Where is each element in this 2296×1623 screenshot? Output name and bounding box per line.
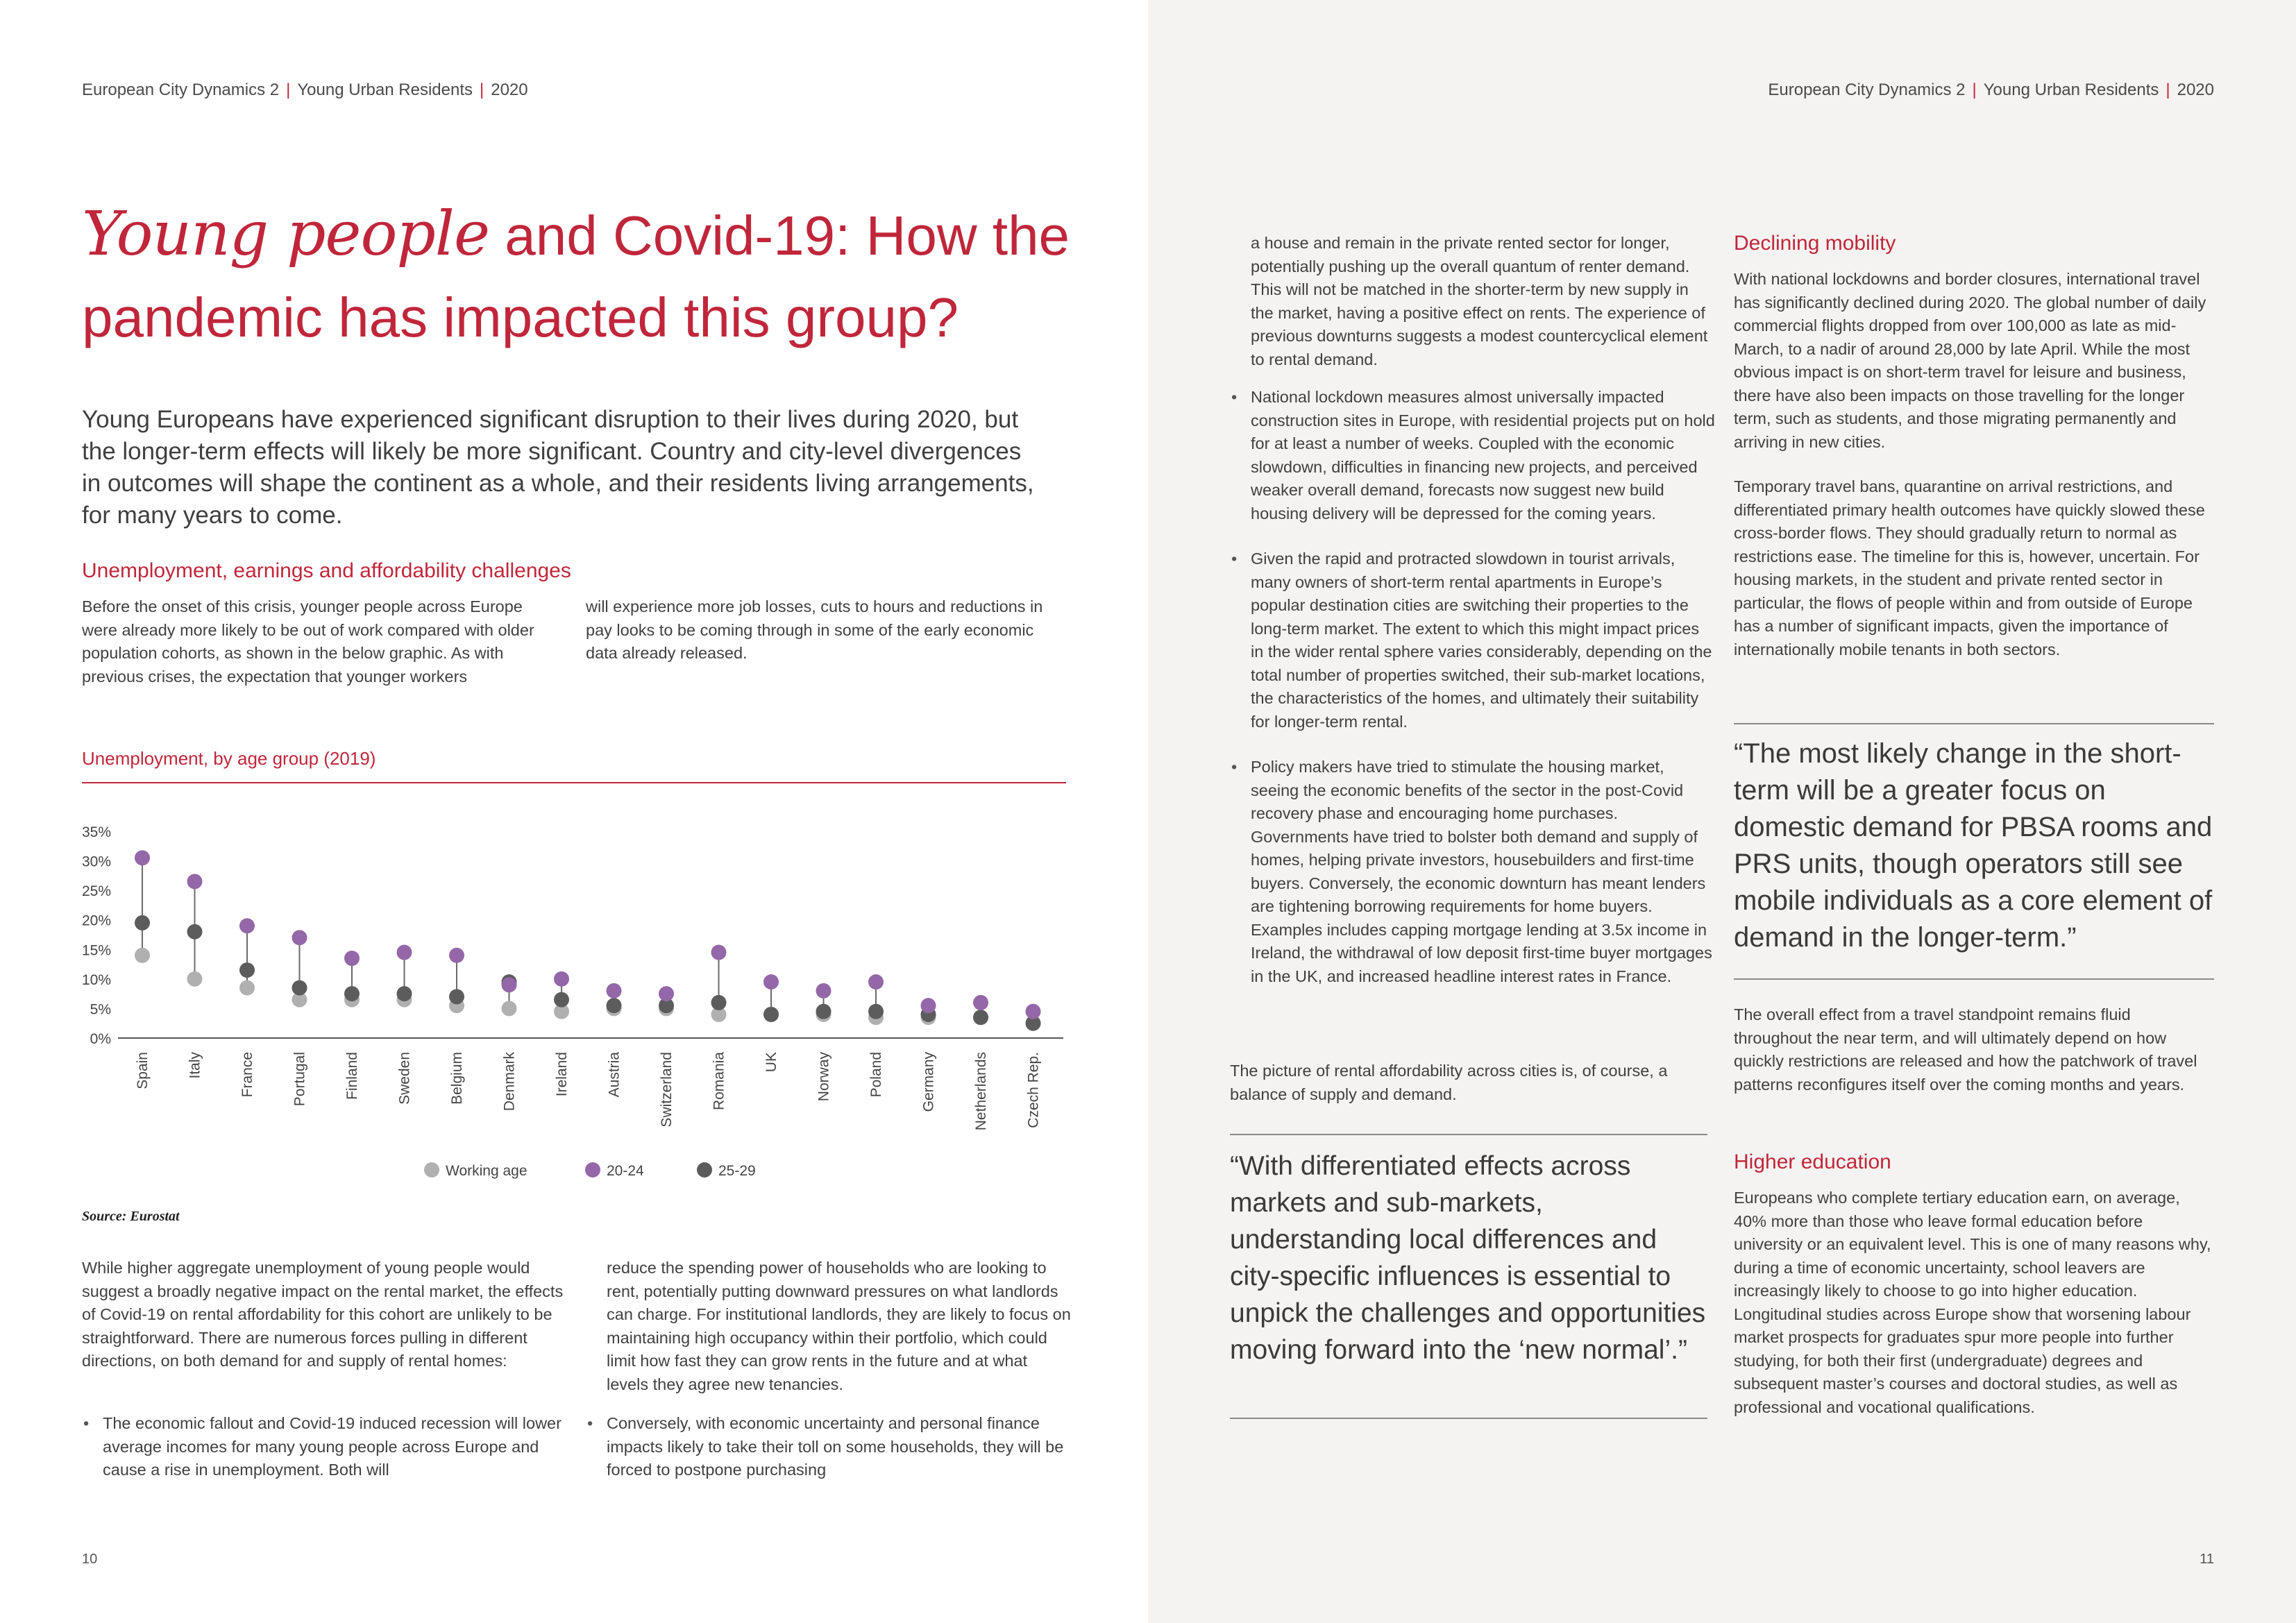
page-number: 10 (82, 1552, 98, 1567)
point-20-24 (763, 974, 779, 989)
body-paragraph: a house and remain in the private rented sector for longer, potentially pushing up the overall quantum of renter demand. This will not be matched in the shorter-term by new supply in the market, having a positive effect on rents. The experience of previous downturns suggests a modest countercyclical element to rental demand. (1251, 234, 1708, 368)
y-tick-label: 25% (81, 883, 111, 900)
point-25-29 (239, 962, 255, 978)
x-tick-label: Spain (135, 1052, 151, 1089)
x-tick-label: Netherlands (973, 1052, 989, 1131)
section-heading: Higher education (1734, 1150, 1891, 1173)
y-tick-label: 35% (81, 824, 111, 840)
x-tick-label: Sweden (396, 1052, 413, 1105)
point-25-29 (763, 1007, 779, 1022)
x-tick-label: Poland (868, 1052, 884, 1098)
section-heading: Declining mobility (1734, 232, 1896, 255)
running-header-left (82, 80, 528, 100)
quote-divider (1230, 1134, 1707, 1135)
bullet-item: • Conversely, with economic uncertainty and personal finance impacts likely to take their toll on some households, they will be forced to postpone purchasing (586, 1412, 1072, 1482)
section-name: Young Urban Residents (297, 80, 473, 99)
header-separator: | (479, 80, 484, 99)
legend-label: 20-24 (607, 1163, 644, 1179)
body-paragraph: While higher aggregate unemployment of young people would suggest a broadly negative impact on the rental market, the effects of Covid-19 on rental affordability for this cohort are unlikely to be straightforward. There are numerous forces pulling in different directions, on both demand for and supply of rental homes: (82, 1259, 564, 1370)
header-separator: | (2166, 80, 2170, 99)
body-paragraph: will experience more job losses, cuts to hours and reductions in pay looks to be coming through in some of the early economic data already released. (586, 597, 1043, 662)
x-tick-label: Denmark (501, 1052, 518, 1112)
bullet-item: • National lockdown measures almost universally impacted construction sites in Europe, with residential projects put on hold for at least a number of weeks. Coupled with the economic slowdown, difficulties in financing new projects, and perceived weaker overall demand, forecasts now suggest new build housing delivery will be depressed for the coming years. (1230, 386, 1716, 525)
unemployment-chart (69, 810, 1076, 1199)
point-20-24 (449, 948, 464, 963)
point-20-24 (502, 977, 517, 992)
point-20-24 (973, 995, 988, 1010)
point-20-24 (292, 930, 307, 945)
point-20-24 (868, 974, 884, 989)
point-20-24 (607, 983, 622, 999)
title-rest: and Covid-19: How the (489, 205, 1070, 266)
x-tick-label: Italy (187, 1052, 203, 1079)
lead-paragraph: Young Europeans have experienced significant disruption to their lives during 2020, but the longer-term effects will likely be more significant. Country and city-level divergences in outcomes will shape the continent as a whole, and their residents living arrangements, for many years to come. (82, 406, 1034, 529)
header-separator: | (286, 80, 291, 99)
point-25-29 (554, 992, 569, 1008)
running-header-right (1768, 80, 2214, 100)
bullet-list (82, 1412, 568, 1504)
point-20-24 (1026, 1004, 1041, 1019)
point-20-24 (921, 998, 936, 1013)
section-name: Young Urban Residents (1983, 80, 2159, 99)
point-25-29 (135, 915, 150, 931)
section-heading: Unemployment, earnings and affordability challenges (82, 559, 571, 582)
body-paragraph: The overall effect from a travel standpoint remains fluid throughout the near term, and will ultimately depend on how quickly restrictions are released and how the patchwork of travel patterns reconfigures itself over the coming months and years. (1734, 1005, 2197, 1094)
y-tick-label: 20% (81, 912, 111, 929)
x-tick-label: Romania (711, 1052, 727, 1111)
legend-marker (424, 1162, 439, 1178)
x-tick-label: Switzerland (659, 1052, 675, 1128)
body-paragraph: With national lockdowns and border closures, international travel has significantly declined during 2020. The global number of daily commercial flights dropped from over 100,000 as late as mid-March, to a nadir of around 28,000 by late April. While the most obvious impact is on short-term travel for leisure and business, there have also been impacts on those travelling for the longer term, such as students, and those migrating permanently and arriving in new cities. (1734, 270, 2206, 451)
point-20-24 (816, 983, 832, 999)
bullet-list (586, 1412, 1072, 1504)
bullet-item: • Given the rapid and protracted slowdown in tourist arrivals, many owners of short-term rental apartments in Europe’s popular destination cities are switching their properties to the long-term market. The extent to which this might impact prices in the wider rental sphere varies considerably, depending on the total number of properties switched, their sub-market locations, the characteristics of the homes, and ultimately their suitability for longer-term rental. (1230, 547, 1716, 733)
pull-quote: “The most likely change in the short-term will be a greater focus on domestic demand for PBSA rooms and PRS units, though operators still see mobile individuals as a core element of demand in the longer-term.” (1734, 738, 2213, 953)
body-paragraph: reduce the spending power of households who are looking to rent, potentially putting downward pressures on what landlords can charge. For institutional landlords, they are likely to focus on maintaining high occupancy within their portfolio, which could limit how fast they can grow rents in the future and at what levels they agree new tenancies. (607, 1259, 1071, 1393)
title-script: Young people (82, 198, 490, 269)
publication-name: European City Dynamics 2 (1768, 80, 1966, 99)
legend-marker (585, 1162, 600, 1178)
chart-source: Source: Eurostat (82, 1209, 180, 1224)
bullet-list (1230, 386, 1716, 1010)
y-tick-label: 15% (81, 942, 111, 959)
x-tick-label: Austria (606, 1052, 623, 1098)
point-20-24 (187, 874, 203, 889)
x-tick-label: France (239, 1052, 255, 1098)
x-tick-label: Norway (816, 1052, 832, 1102)
point-working-age (502, 1001, 517, 1016)
point-20-24 (711, 945, 727, 960)
y-tick-label: 10% (81, 971, 111, 988)
bullet-item: • The economic fallout and Covid-19 induced recession will lower average incomes for many young people across Europe and cause a rise in unemployment. Both will (82, 1412, 568, 1482)
point-20-24 (135, 850, 150, 865)
point-25-29 (187, 924, 203, 940)
x-tick-label: Portugal (292, 1052, 308, 1107)
title-line2: pandemic has impacted this group? (82, 287, 959, 348)
quote-divider (1734, 978, 2214, 980)
year: 2020 (2177, 80, 2214, 99)
legend-marker (697, 1162, 712, 1178)
chart-title: Unemployment, by age group (2019) (82, 748, 376, 769)
x-tick-label: Finland (344, 1052, 360, 1100)
point-25-29 (344, 986, 360, 1001)
point-working-age (239, 980, 255, 996)
x-tick-label: Ireland (554, 1052, 570, 1097)
y-tick-label: 0% (90, 1031, 111, 1047)
chart-divider (82, 782, 1066, 783)
x-tick-label: Germany (920, 1052, 937, 1112)
body-paragraph: Temporary travel bans, quarantine on arrival restrictions, and differentiated primary health outcomes have quickly slowed these cross-border flows. They should gradually return to normal as restrictions ease. The timeline for this is, however, uncertain. For housing markets, in the student and private rented sector in particular, the flows of people within and from outside of Europe has a number of significant impacts, given the importance of internationally mobile tenants in both sectors. (1734, 477, 2205, 658)
page-number: 11 (2200, 1552, 2214, 1567)
year: 2020 (491, 80, 528, 99)
right-page (1148, 0, 2296, 1623)
point-25-29 (292, 980, 307, 996)
body-paragraph: Europeans who complete tertiary education earn, on average, 40% more than those who leave formal education before university or an equivalent level. This is one of many reasons why, during a time of economic uncertainty, school leavers are increasingly likely to choose to go into higher education. Longitudinal studies across Europe show that worsening labour market prospects for graduates spur more people into further studying, for both their first (undergraduate) degrees and subsequent master’s courses and doctoral studies, as well as professional and vocational qualifications. (1734, 1189, 2211, 1416)
legend-label: Working age (446, 1163, 527, 1179)
point-25-29 (449, 989, 464, 1004)
header-separator: | (1972, 80, 1977, 99)
point-25-29 (397, 986, 412, 1001)
bullet-item: • Policy makers have tried to stimulate the housing market, seeing the economic benefits of the sector in the post-Covid recovery phase and encouraging home purchases. Governments have tried to bolster both demand and supply of homes, helping private investors, housebuilders and first-time buyers. Conversely, the economic downturn has meant lenders are tightening borrowing requirements for home buyers. Examples includes capping mortgage lending at 3.5x income in Ireland, the withdrawal of low deposit first-time buyer mortgages in the UK, and increased headline interest rates in France. (1230, 756, 1716, 988)
point-25-29 (816, 1004, 832, 1019)
publication-name: European City Dynamics 2 (82, 80, 280, 99)
pull-quote: “With differentiated effects across markets and sub-markets, understanding local differences and city-specific influences is essential to unpick the challenges and opportunities moving forward into the ‘new normal’.” (1230, 1151, 1706, 1365)
x-tick-label: Czech Rep. (1025, 1052, 1042, 1128)
point-20-24 (397, 945, 412, 960)
legend-label: 25-29 (718, 1163, 756, 1179)
y-tick-label: 30% (81, 853, 111, 870)
point-20-24 (239, 918, 255, 933)
point-25-29 (607, 998, 622, 1013)
point-25-29 (973, 1010, 988, 1025)
point-20-24 (344, 951, 360, 966)
body-paragraph: Before the onset of this crisis, younger people across Europe were already more likely to be out of work compared with older population cohorts, as shown in the below graphic. As with previous crises, the expectation that younger workers (82, 597, 534, 686)
point-working-age (135, 948, 150, 963)
quote-divider (1230, 1418, 1707, 1419)
x-tick-label: Belgium (449, 1052, 465, 1105)
point-25-29 (868, 1004, 884, 1019)
y-tick-label: 5% (90, 1001, 111, 1018)
point-working-age (187, 971, 203, 987)
page-title (82, 193, 1109, 359)
body-paragraph: The picture of rental affordability across cities is, of course, a balance of supply and demand. (1230, 1062, 1668, 1103)
point-20-24 (554, 971, 569, 987)
point-25-29 (711, 995, 727, 1010)
x-tick-label: UK (763, 1052, 779, 1073)
point-20-24 (659, 986, 674, 1001)
quote-divider (1734, 723, 2214, 724)
